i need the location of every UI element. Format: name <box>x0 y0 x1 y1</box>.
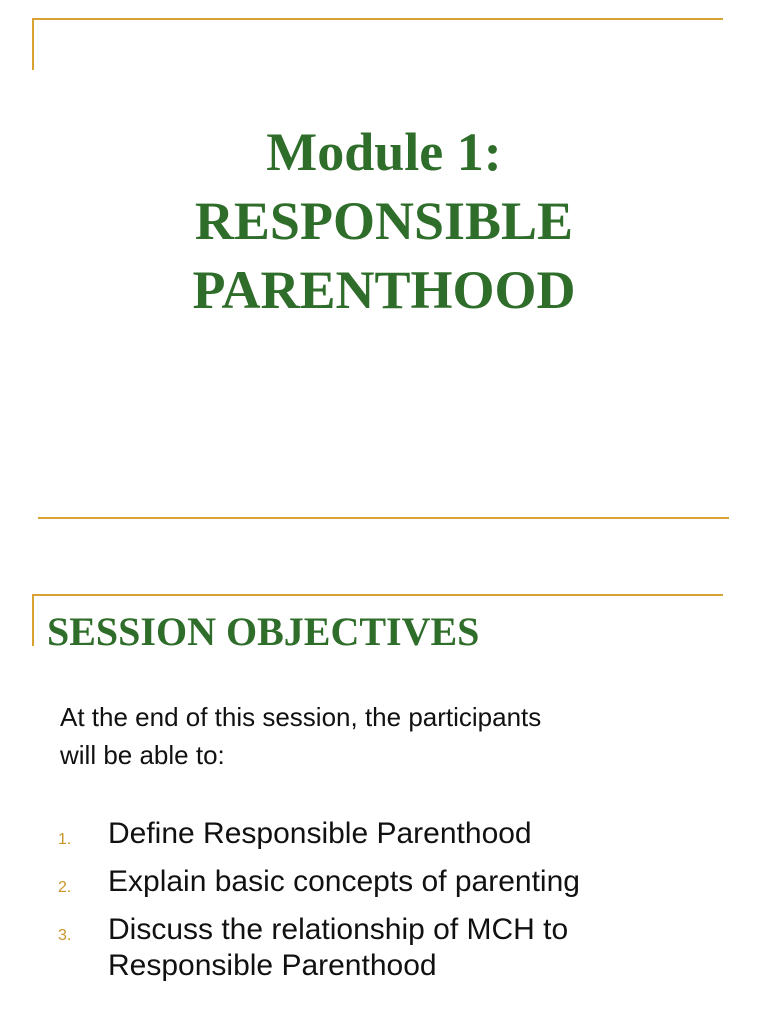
objective-number: 1. <box>58 831 72 848</box>
objective-number: 2. <box>58 879 72 896</box>
module-title <box>0 118 768 325</box>
intro-text <box>60 698 660 774</box>
objective-text-line1: Define Responsible Parenthood <box>108 817 532 850</box>
slide-divider <box>38 517 729 519</box>
slide2-left-rule <box>32 594 34 646</box>
slide1-top-rule <box>32 18 723 20</box>
slide1-left-rule <box>32 18 34 70</box>
objective-text <box>108 912 568 984</box>
objective-text <box>108 864 580 900</box>
objective-text <box>108 816 532 852</box>
objective-item-1 <box>58 816 738 858</box>
intro-line2: will be able to: <box>60 740 225 770</box>
session-objectives-heading: SESSION OBJECTIVES <box>47 609 480 654</box>
objectives-list <box>58 816 738 990</box>
module-title-line2: RESPONSIBLE <box>194 191 574 251</box>
objective-item-3 <box>58 912 738 984</box>
objective-number: 3. <box>58 927 72 944</box>
intro-line1: At the end of this session, the participants <box>60 702 542 732</box>
objective-item-2 <box>58 864 738 906</box>
slide2-top-rule <box>32 594 723 596</box>
objective-text-line1: Explain basic concepts of parenting <box>108 865 580 898</box>
objective-text-line1: Discuss the relationship of MCH to <box>108 913 569 946</box>
objective-text-line2: Responsible Parenthood <box>108 949 437 982</box>
module-title-line3: PARENTHOOD <box>192 260 576 320</box>
module-title-line1: Module 1: <box>266 122 502 182</box>
